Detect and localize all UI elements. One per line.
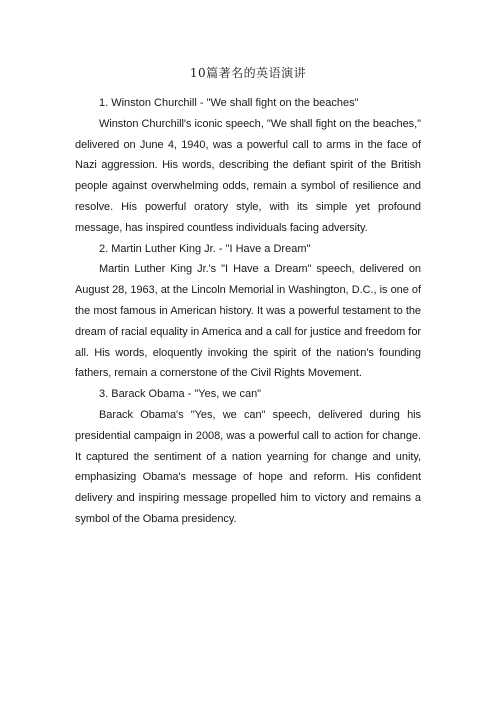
speech-heading-churchill: 1. Winston Churchill - "We shall fight on the beaches" <box>99 97 359 109</box>
speech-heading-obama: 3. Barack Obama - "Yes, we can" <box>99 388 262 401</box>
document-body <box>75 93 421 530</box>
speech-paragraph-king: Martin Luther King Jr.'s "I Have a Dream" speech, delivered on August 28, 1963, at the Lincoln Memorial in Washington, D.C., is one of the most famous in American history. It was a powerful testament to the dream of racial equality in America and a call for justice and freedom for all. His words, eloquently invoking the spirit of the nation's founding fathers, remain a cornerstone of the Civil Rights Movement. <box>75 263 421 380</box>
speech-paragraph-churchill: Winston Churchill's iconic speech, "We shall fight on the beaches," delivered on June 4, 1940, was a powerful call to arms in the face of Nazi aggression. His words, describing the defiant spirit of the British people against overwhelming odds, remain a symbol of resilience and resolve. His powerful oratory style, with its simple yet profound message, has inspired countless individuals facing adversity. <box>75 117 421 234</box>
document-title: 10篇著名的英语演讲 <box>189 66 307 80</box>
speech-paragraph-obama: Barack Obama's "Yes, we can" speech, delivered during his presidential campaign in 2008, was a powerful call to action for change. It captured the sentiment of a nation yearning for change and unity, emphasizing Obama's message of hope and reform. His confident delivery and inspiring message propelled him to victory and remains a symbol of the Obama presidency. <box>75 408 421 525</box>
speech-heading-king: 2. Martin Luther King Jr. - "I Have a Dream" <box>99 242 311 255</box>
